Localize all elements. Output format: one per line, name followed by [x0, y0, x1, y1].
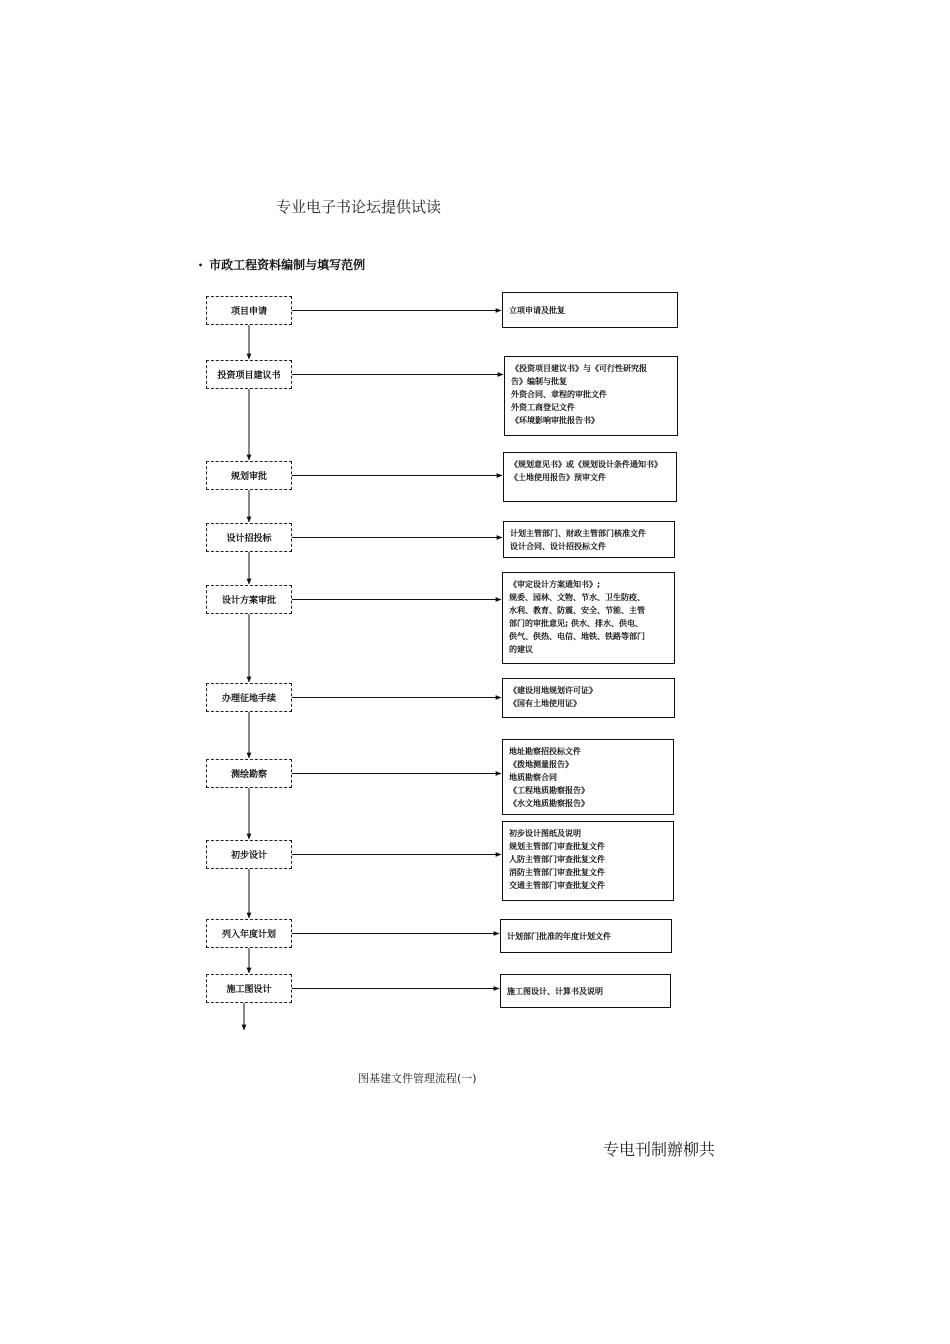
page-footer-text: 专电刊制辦柳共	[603, 1140, 716, 1159]
document-line: 交通主管部门审查批复文件	[509, 881, 605, 890]
flow-step-label: 初步设计	[230, 851, 267, 861]
heading-bullet: •	[198, 261, 204, 270]
flow-step	[206, 360, 292, 389]
document-line: 《水文地质勘察报告》	[509, 799, 589, 808]
document-line: 《环境影响审批报告书》	[511, 416, 599, 425]
document-box	[503, 521, 675, 558]
document-line: 人防主管部门审查批复文件	[509, 855, 605, 864]
document-box	[502, 739, 674, 815]
flow-step	[206, 523, 292, 552]
flow-step-label: 测绘勘察	[230, 770, 267, 780]
document-line: 《国有土地使用证》	[509, 699, 581, 708]
document-line: 告》编制与批复	[511, 377, 567, 386]
document-box	[502, 821, 674, 901]
document-line: 施工图设计、计算书及说明	[507, 986, 603, 996]
document-box	[500, 974, 671, 1008]
document-line: 规划主管部门审查批复文件	[509, 842, 605, 851]
flow-step	[206, 840, 292, 869]
flow-step-label: 规划审批	[230, 472, 267, 482]
document-line: 《规划意见书》或《规划设计条件通知书》	[510, 460, 662, 469]
document-box	[502, 572, 675, 664]
document-box	[502, 678, 675, 718]
document-line: 《工程地质勘察报告》	[509, 786, 589, 795]
flow-step	[206, 974, 292, 1003]
document-line: 地质勘察合同	[509, 773, 557, 782]
flow-step-label: 施工图设计	[226, 985, 272, 995]
document-line: 《投资项目建议书》与《可行性研究报	[511, 364, 647, 373]
document-line: 设计合同、设计招投标文件	[510, 542, 606, 551]
document-line: 部门的审批意见; 供水、排水、供电、	[509, 619, 643, 628]
page-header-text: 专业电子书论坛提供试读	[276, 198, 442, 216]
document-line: 《拨地测量报告》	[509, 760, 573, 769]
flow-step-label: 办理征地手续	[221, 694, 276, 704]
flow-step	[206, 759, 292, 788]
flow-step	[206, 919, 292, 948]
flow-step-label: 设计招投标	[226, 534, 272, 544]
document-line: 《土地使用报告》预审文件	[510, 473, 606, 482]
document-line: 的建议	[509, 645, 533, 654]
flow-step-label: 设计方案审批	[221, 596, 276, 606]
document-box	[502, 292, 678, 328]
document-line: 水利、教育、防震、安全、节能、主管	[509, 606, 645, 615]
flow-step	[206, 683, 292, 712]
flow-step-label: 列入年度计划	[221, 930, 276, 940]
document-line: 初步设计图纸及说明	[509, 829, 581, 838]
document-box	[503, 452, 677, 502]
document-line: 《审定设计方案通知书》;	[509, 580, 601, 589]
flow-step	[206, 585, 292, 614]
document-line: 外资合同、章程的审批文件	[511, 390, 607, 399]
document-line: 计划部门批准的年度计划文件	[507, 931, 611, 941]
document-line: 消防主管部门审查批复文件	[509, 868, 605, 877]
document-line: 计划主管部门、财政主管部门核准文件	[510, 529, 646, 538]
document-box	[504, 356, 678, 436]
document-line: 供气、供热、电信、地铁、铁路等部门	[509, 632, 645, 641]
document-line: 规委、园林、文物、节水、卫生防疫、	[509, 593, 645, 602]
heading-title: 市政工程资料编制与填写范例	[209, 258, 366, 272]
document-line: 地址勘察招投标文件	[509, 747, 581, 756]
document-line: 立项申请及批复	[509, 305, 565, 315]
flow-step	[206, 296, 292, 325]
flow-step-label: 项目申请	[230, 307, 267, 317]
figure-caption: 图基建文件管理流程(一)	[358, 1072, 477, 1085]
document-line: 《建设用地规划许可证》	[509, 686, 597, 695]
flow-step	[206, 461, 292, 490]
document-box	[500, 919, 672, 953]
flow-step-label: 投资项目建议书	[217, 371, 281, 381]
document-line: 外资工商登记文件	[511, 403, 575, 412]
